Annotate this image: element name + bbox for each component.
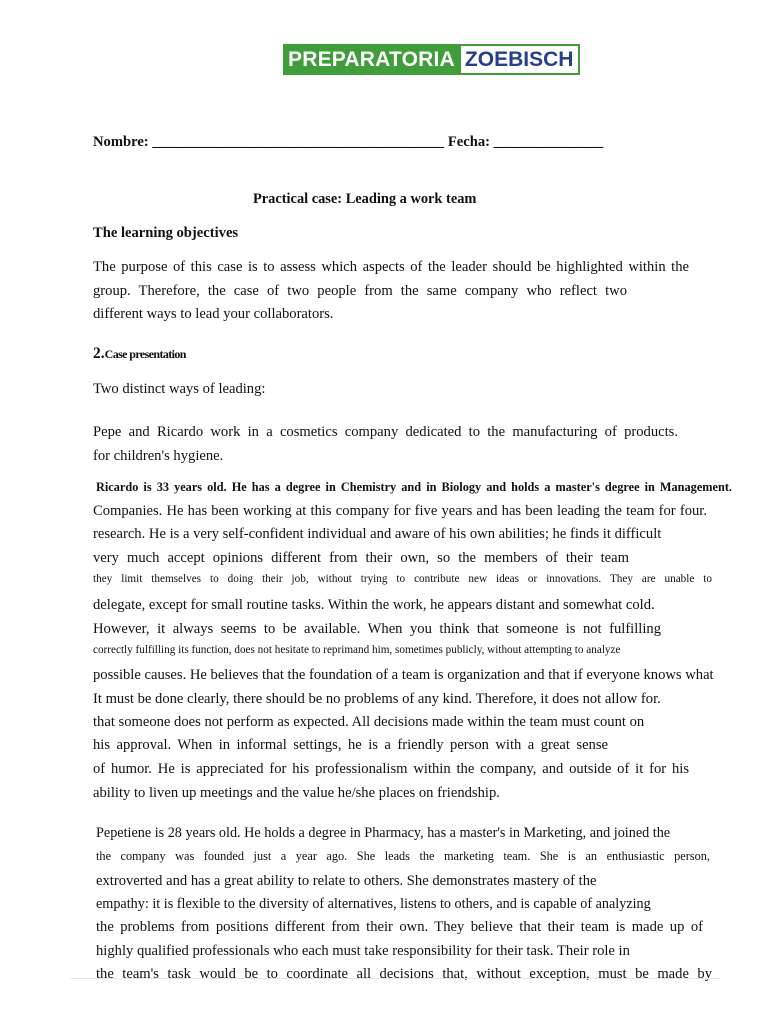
pepe-line: extroverted and has a great ability to relate to others. She demonstrates mastery of the [96, 873, 597, 889]
ricardo-line: that someone does not perform as expected. All decisions made within the team must count on [93, 714, 645, 730]
objectives-line: different ways to lead your collaborators. [93, 306, 334, 322]
section-number: 2. [93, 345, 105, 362]
pepe-line: Pepetiene is 28 years old. He holds a degree in Pharmacy, has a master's in Marketing, and joined the [96, 825, 671, 841]
objectives-line: group. Therefore, the case of two people from the same company who reflect two [93, 283, 627, 299]
name-date-line [93, 134, 603, 151]
section-title: Case presentation [104, 347, 186, 361]
ricardo-line: his approval. When in informal settings, he is a friendly person with a great sense [93, 737, 608, 753]
context-line: for children's hygiene. [93, 448, 224, 464]
logo [283, 44, 580, 75]
ricardo-line: ability to liven up meetings and the value he/she places on friendship. [93, 785, 500, 801]
ricardo-line: correctly fulfilling its function, does not hesitate to reprimand him, sometimes publicly, without attempting to analyze [93, 644, 621, 656]
ricardo-line: they limit themselves to doing their job, without trying to contribute new ideas or innovations. They are unable to [93, 573, 712, 585]
section-2-heading [93, 345, 186, 363]
ricardo-line: It must be done clearly, there should be no problems of any kind. Therefore, it does not allow for. [93, 691, 661, 707]
context-line: Pepe and Ricardo work in a cosmetics company dedicated to the manufacturing of products. [93, 424, 678, 440]
logo-text-right: ZOEBISCH [461, 44, 581, 75]
pepe-line: the company was founded just a year ago. She leads the marketing team. She is an enthusiastic person, [96, 849, 710, 863]
document-title: Practical case: Leading a work team [253, 191, 477, 207]
ricardo-line: very much accept opinions different from their own, so the members of their team [93, 550, 629, 566]
pepe-line: the problems from positions different from their own. They believe that their team is made up of [96, 919, 703, 935]
objectives-heading: The learning objectives [93, 225, 239, 241]
pepe-line: the team's task would be to coordinate all decisions that, without exception, must be made by [96, 966, 712, 982]
pepe-line: highly qualified professionals who each must take responsibility for their task. Their role in [96, 943, 630, 959]
pepe-line: empathy: it is flexible to the diversity of alternatives, listens to others, and is capable of analyzing [96, 896, 651, 912]
logo-text-left: PREPARATORIA [283, 44, 461, 75]
page-divider [70, 978, 720, 979]
fecha-blank: _______________ [493, 134, 604, 150]
ricardo-line: research. He is a very self-confident individual and aware of his own abilities; he finds it difficult [93, 526, 662, 542]
fecha-label: Fecha: [447, 134, 491, 150]
ricardo-line: of humor. He is appreciated for his professionalism within the company, and outside of it for his [93, 761, 689, 777]
section-intro: Two distinct ways of leading: [93, 381, 266, 397]
ricardo-line: delegate, except for small routine tasks. Within the work, he appears distant and somewhat cold. [93, 597, 655, 613]
objectives-line: The purpose of this case is to assess which aspects of the leader should be highlighted within the [93, 259, 689, 275]
ricardo-line: Companies. He has been working at this company for five years and has been leading the team for four. [93, 503, 707, 519]
ricardo-line: possible causes. He believes that the foundation of a team is organization and that if everyone knows what [93, 667, 714, 683]
nombre-label: Nombre: [93, 134, 149, 150]
nombre-blank: ________________________________________ [152, 134, 445, 150]
ricardo-line: Ricardo is 33 years old. He has a degree in Chemistry and in Biology and holds a master's degree in Management. [96, 480, 732, 494]
ricardo-line: However, it always seems to be available. When you think that someone is not fulfilling [93, 621, 661, 637]
